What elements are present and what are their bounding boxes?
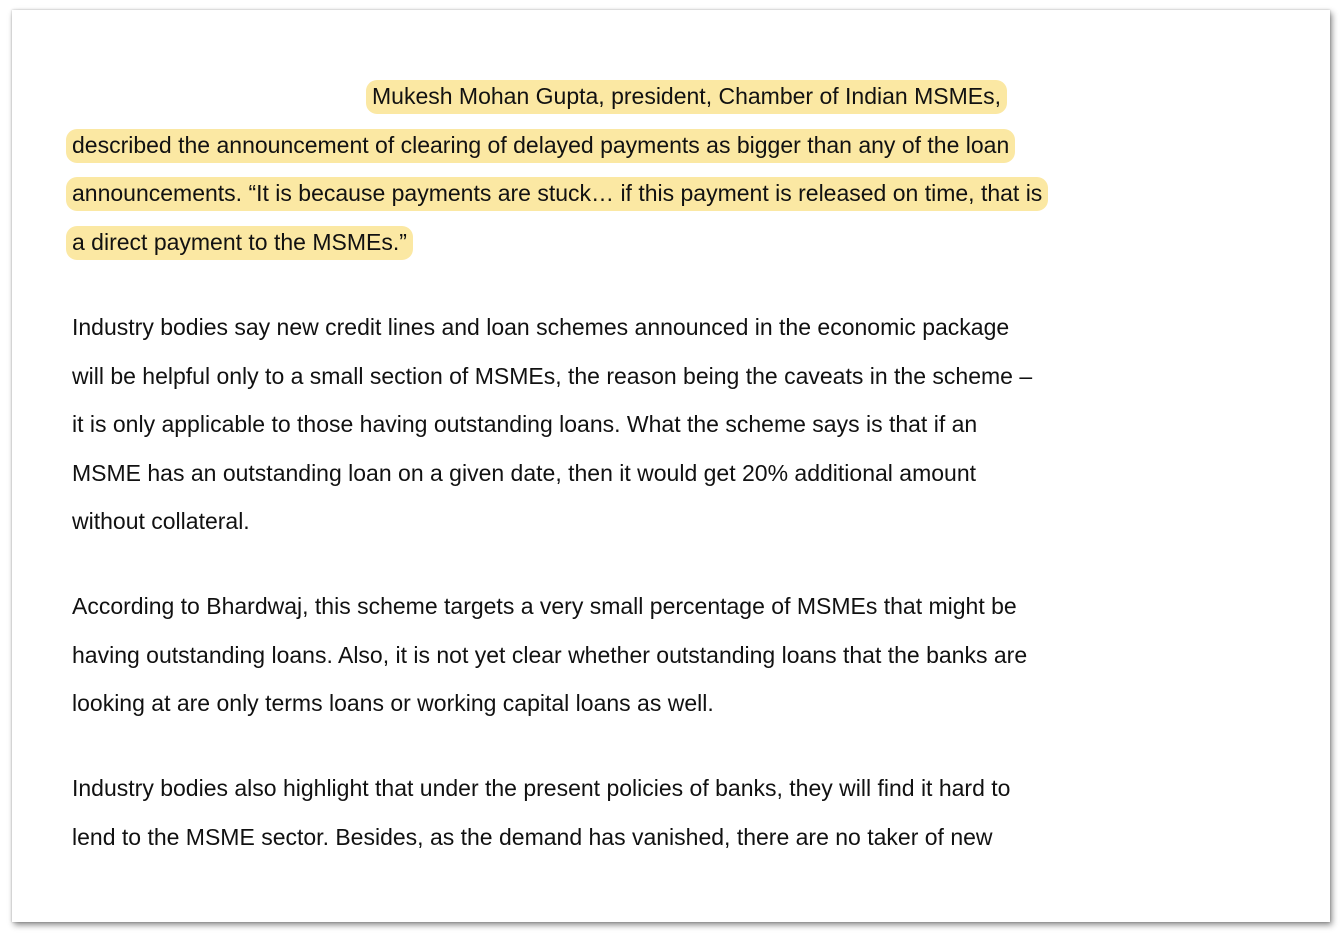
highlighted-text: a direct payment to the MSMEs.” xyxy=(66,226,413,260)
document-page xyxy=(12,10,1330,922)
paragraph-line: Industry bodies also highlight that under the present policies of banks, they will find it hard to xyxy=(72,775,1011,801)
bhardwaj-paragraph xyxy=(72,582,1272,728)
highlighted-text: announcements. “It is because payments are stuck… if this payment is released on time, that is xyxy=(66,177,1048,211)
paragraph-line: it is only applicable to those having outstanding loans. What the scheme says is that if an xyxy=(72,411,978,438)
paragraph-line: without collateral. xyxy=(72,508,250,535)
paragraph-line xyxy=(72,169,1272,218)
highlighted-text: Mukesh Mohan Gupta, president, Chamber of Indian MSMEs, xyxy=(366,80,1007,114)
paragraph-line: lend to the MSME sector. Besides, as the demand has vanished, there are no taker of new xyxy=(72,823,993,850)
paragraph-line: looking at are only terms loans or working capital loans as well. xyxy=(72,690,714,717)
paragraph-line xyxy=(72,218,1272,267)
bank-policies-paragraph xyxy=(72,764,1272,861)
paragraph-line: According to Bhardwaj, this scheme targets a very small percentage of MSMEs that might be xyxy=(72,593,1017,619)
credit-lines-paragraph xyxy=(72,303,1272,546)
paragraph-line xyxy=(72,121,1272,170)
paragraph-line: will be helpful only to a small section of MSMEs, the reason being the caveats in the scheme – xyxy=(72,362,1033,389)
highlighted-quote-paragraph xyxy=(72,72,1272,266)
paragraph-line: MSME has an outstanding loan on a given date, then it would get 20% additional amount xyxy=(72,459,976,486)
highlighted-text: described the announcement of clearing of delayed payments as bigger than any of the loan xyxy=(66,129,1015,163)
paragraph-line xyxy=(72,72,1272,121)
paragraph-line: Industry bodies say new credit lines and loan schemes announced in the economic package xyxy=(72,314,1010,340)
paragraph-line: having outstanding loans. Also, it is not yet clear whether outstanding loans that the banks are xyxy=(72,641,1028,668)
